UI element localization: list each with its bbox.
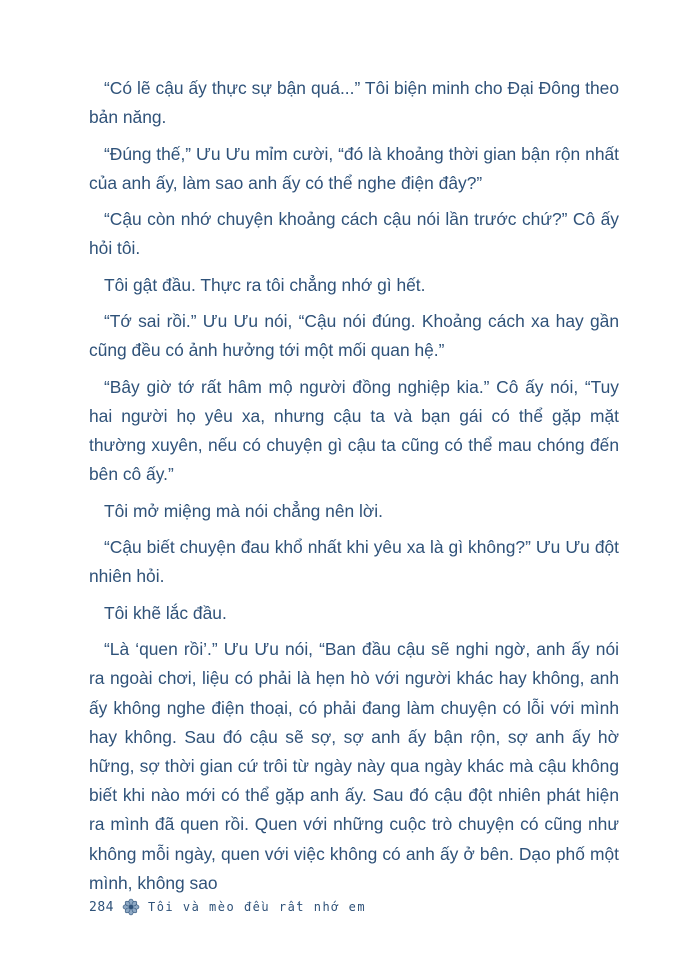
running-title: Tôi và mèo đều rất nhớ em <box>147 900 367 914</box>
paragraph: “Bây giờ tớ rất hâm mộ người đồng nghiệp kia.” Cô ấy nói, “Tuy hai người họ yêu xa, nhưng cậu ta và bạn gái có thể gặp mặt thường xuyên, nếu có chuyện gì cậu ta cũng có thể mau chóng đến bên cô ấy.” <box>89 376 619 485</box>
paragraph: “Cậu còn nhớ chuyện khoảng cách cậu nói lần trước chứ?” Cô ấy hỏi tôi. <box>89 209 619 259</box>
page-footer <box>89 896 366 918</box>
paragraph: Tôi gật đầu. Thực ra tôi chẳng nhớ gì hết. <box>104 274 426 295</box>
paragraph: “Là ‘quen rồi’.” Ưu Ưu nói, “Ban đầu cậu sẽ nghi ngờ, anh ấy nói ra ngoài chơi, liệu có phải là hẹn hò với người khác hay không, anh ấy không nghe điện thoại, có phải đang làm chuyện có lỗi với mình hay không. Sau đó cậu sẽ sợ, sợ anh ấy bận rộn, sợ anh ấy hờ hững, sợ thời gian cứ trôi từ ngày này qua ngày khác mà cậu không biết khi nào mới có thể gặp anh ấy. Sau đó cậu đột nhiên phát hiện ra mình đã quen rồi. Quen với những cuộc trò chuyện có cũng như không mỗi ngày, quen với việc không có anh ấy ở bên. Dạo phố một mình, không sao <box>89 639 619 893</box>
page-number: 284 <box>89 899 114 915</box>
flower-icon <box>122 898 140 916</box>
body-text <box>89 74 619 905</box>
paragraph: Tôi mở miệng mà nói chẳng nên lời. <box>104 500 383 521</box>
paragraph: “Đúng thế,” Ưu Ưu mỉm cười, “đó là khoảng thời gian bận rộn nhất của anh ấy, làm sao anh ấy có thể nghe điện đây?” <box>89 143 619 193</box>
paragraph: “Tớ sai rồi.” Ưu Ưu nói, “Cậu nói đúng. Khoảng cách xa hay gần cũng đều có ảnh hưởng tới một mối quan hệ.” <box>89 311 619 361</box>
paragraph: Tôi khẽ lắc đầu. <box>104 602 227 623</box>
paragraph: “Có lẽ cậu ấy thực sự bận quá...” Tôi biện minh cho Đại Đông theo bản năng. <box>89 78 619 128</box>
paragraph: “Cậu biết chuyện đau khổ nhất khi yêu xa là gì không?” Ưu Ưu đột nhiên hỏi. <box>89 537 619 587</box>
